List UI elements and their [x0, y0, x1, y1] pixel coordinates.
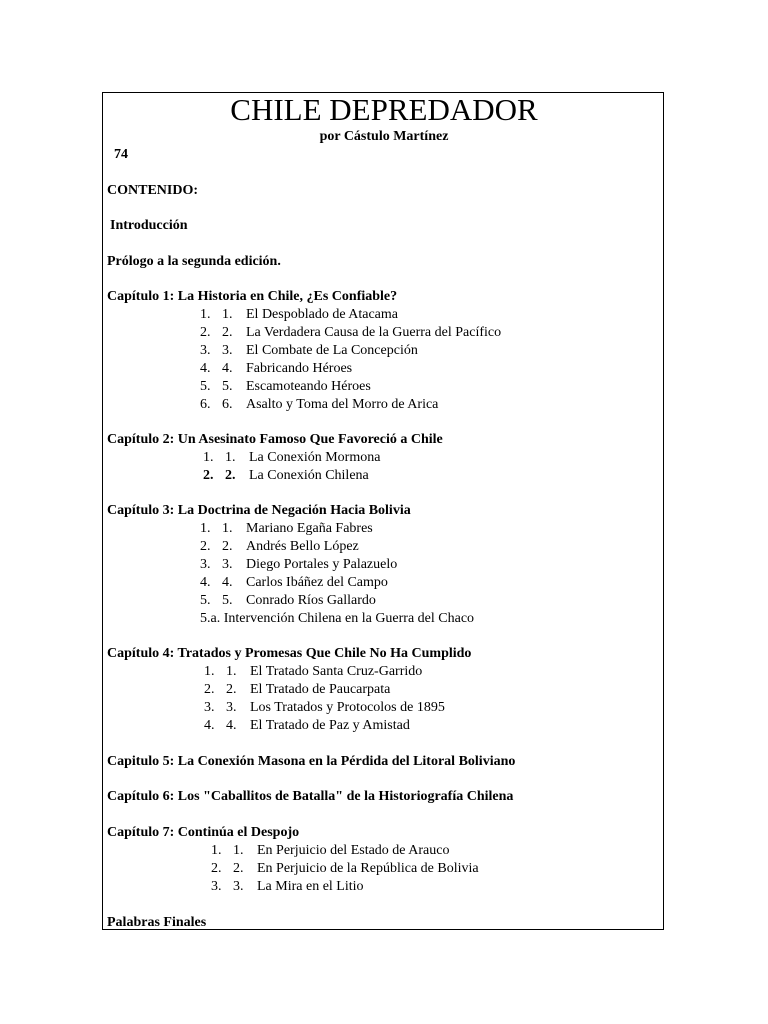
item-subnumber: 2.: [225, 468, 236, 483]
toc-entry-introduction: Introducción: [110, 218, 188, 233]
item-number: 3.: [200, 557, 211, 572]
chapter-3-item-1: [200, 520, 373, 538]
item-text: El Tratado de Paz y Amistad: [250, 718, 410, 733]
chapter-1-item-1: [200, 306, 398, 324]
chapter-2-item-1: [203, 449, 380, 467]
item-subnumber: 1.: [225, 450, 236, 465]
item-subnumber: 1.: [226, 664, 237, 679]
item-text: El Tratado de Paucarpata: [250, 682, 391, 697]
item-number: 1.: [211, 843, 222, 858]
chapter-7-title: Capítulo 7: Continúa el Despojo: [107, 825, 300, 840]
chapter-1-item-6: [200, 396, 438, 414]
item-text: Diego Portales y Palazuelo: [246, 557, 398, 572]
document-title: CHILE DEPREDADOR: [230, 92, 538, 127]
item-number: 3.: [204, 700, 215, 715]
item-subnumber: 1.: [233, 843, 244, 858]
item-number: 2.: [211, 861, 222, 876]
chapter-2-title: Capítulo 2: Un Asesinato Famoso Que Favoreció a Chile: [107, 432, 443, 447]
item-text: La Mira en el Litio: [257, 879, 364, 894]
chapter-4-item-3: [204, 699, 445, 717]
author-byline: por Cástulo Martínez: [319, 129, 449, 144]
item-subnumber: 1.: [222, 307, 233, 322]
chapter-3-item-3: [200, 556, 397, 574]
item-subnumber: 2.: [222, 325, 233, 340]
item-number: 4.: [200, 361, 211, 376]
item-text: Mariano Egaña Fabres: [246, 521, 373, 536]
item-text: Escamoteando Héroes: [246, 379, 371, 394]
item-subnumber: 3.: [233, 879, 244, 894]
toc-entry-prologue: Prólogo a la segunda edición.: [107, 254, 281, 269]
item-subnumber: 5.: [222, 593, 233, 608]
chapter-7-item-2: [211, 860, 479, 878]
chapter-1-item-3: [200, 342, 418, 360]
chapter-7-item-3: [211, 878, 364, 896]
item-subnumber: 2.: [226, 682, 237, 697]
chapter-2-item-2: [203, 467, 369, 485]
item-number: 1.: [200, 307, 211, 322]
page-number: 74: [114, 147, 128, 162]
item-subnumber: 4.: [226, 718, 237, 733]
chapter-4-title: Capítulo 4: Tratados y Promesas Que Chile No Ha Cumplido: [107, 646, 472, 661]
item-subnumber: 6.: [222, 397, 233, 412]
item-number: 2.: [200, 539, 211, 554]
chapter-1-item-2: [200, 324, 501, 342]
item-subnumber: 3.: [222, 557, 233, 572]
item-number: 1.: [203, 450, 214, 465]
item-text: Andrés Bello López: [246, 539, 359, 554]
toc-entry-closing: Palabras Finales: [107, 915, 207, 930]
chapter-4-item-4: [204, 717, 410, 735]
item-text: Conrado Ríos Gallardo: [246, 593, 376, 608]
item-number: 2.: [204, 682, 215, 697]
item-text: En Perjuicio de la República de Bolivia: [257, 861, 479, 876]
item-text: El Tratado Santa Cruz-Garrido: [250, 664, 423, 679]
item-text: La Conexión Chilena: [249, 468, 369, 483]
item-subnumber: 5.: [222, 379, 233, 394]
item-number: 4.: [204, 718, 215, 733]
item-text: La Verdadera Causa de la Guerra del Pacífico: [246, 325, 502, 340]
chapter-3-item-4: [200, 574, 388, 592]
item-subnumber: 3.: [226, 700, 237, 715]
item-subnumber: 3.: [222, 343, 233, 358]
item-number: 1.: [200, 521, 211, 536]
item-number: 3.: [211, 879, 222, 894]
item-number: 2.: [203, 468, 214, 483]
chapter-3-item-5: [200, 592, 376, 610]
item-subnumber: 4.: [222, 575, 233, 590]
chapter-1-title: Capítulo 1: La Historia en Chile, ¿Es Confiable?: [107, 289, 398, 304]
item-number: 5.: [200, 593, 211, 608]
chapter-3-item-2: [200, 538, 359, 556]
item-text: Asalto y Toma del Morro de Arica: [246, 397, 439, 412]
item-subnumber: 2.: [233, 861, 244, 876]
chapter-1-item-4: [200, 360, 352, 378]
chapter-1-item-5: [200, 378, 371, 396]
item-text: En Perjuicio del Estado de Arauco: [257, 843, 450, 858]
item-text: Los Tratados y Protocolos de 1895: [250, 700, 445, 715]
item-number: 3.: [200, 343, 211, 358]
chapter-7-item-1: [211, 842, 449, 860]
item-text: El Despoblado de Atacama: [246, 307, 399, 322]
item-text: La Conexión Mormona: [249, 450, 381, 465]
item-subnumber: 1.: [222, 521, 233, 536]
item-number: 5.: [200, 379, 211, 394]
item-text: Carlos Ibáñez del Campo: [246, 575, 388, 590]
item-number: 6.: [200, 397, 211, 412]
item-number: 1.: [204, 664, 215, 679]
chapter-3-title: Capítulo 3: La Doctrina de Negación Hacia Bolivia: [107, 503, 411, 518]
item-number: 4.: [200, 575, 211, 590]
item-subnumber: 2.: [222, 539, 233, 554]
item-text: El Combate de La Concepción: [246, 343, 418, 358]
chapter-3-item-5a: 5.a. Intervención Chilena en la Guerra del Chaco: [200, 611, 475, 626]
chapter-4-item-1: [204, 663, 422, 681]
chapter-4-item-2: [204, 681, 390, 699]
contents-heading: CONTENIDO:: [107, 183, 199, 198]
item-subnumber: 4.: [222, 361, 233, 376]
chapter-5-title: Capitulo 5: La Conexión Masona en la Pérdida del Litoral Boliviano: [107, 754, 516, 769]
item-text: Fabricando Héroes: [246, 361, 353, 376]
item-number: 2.: [200, 325, 211, 340]
chapter-6-title: Capítulo 6: Los "Caballitos de Batalla" de la Historiografía Chilena: [107, 789, 514, 804]
